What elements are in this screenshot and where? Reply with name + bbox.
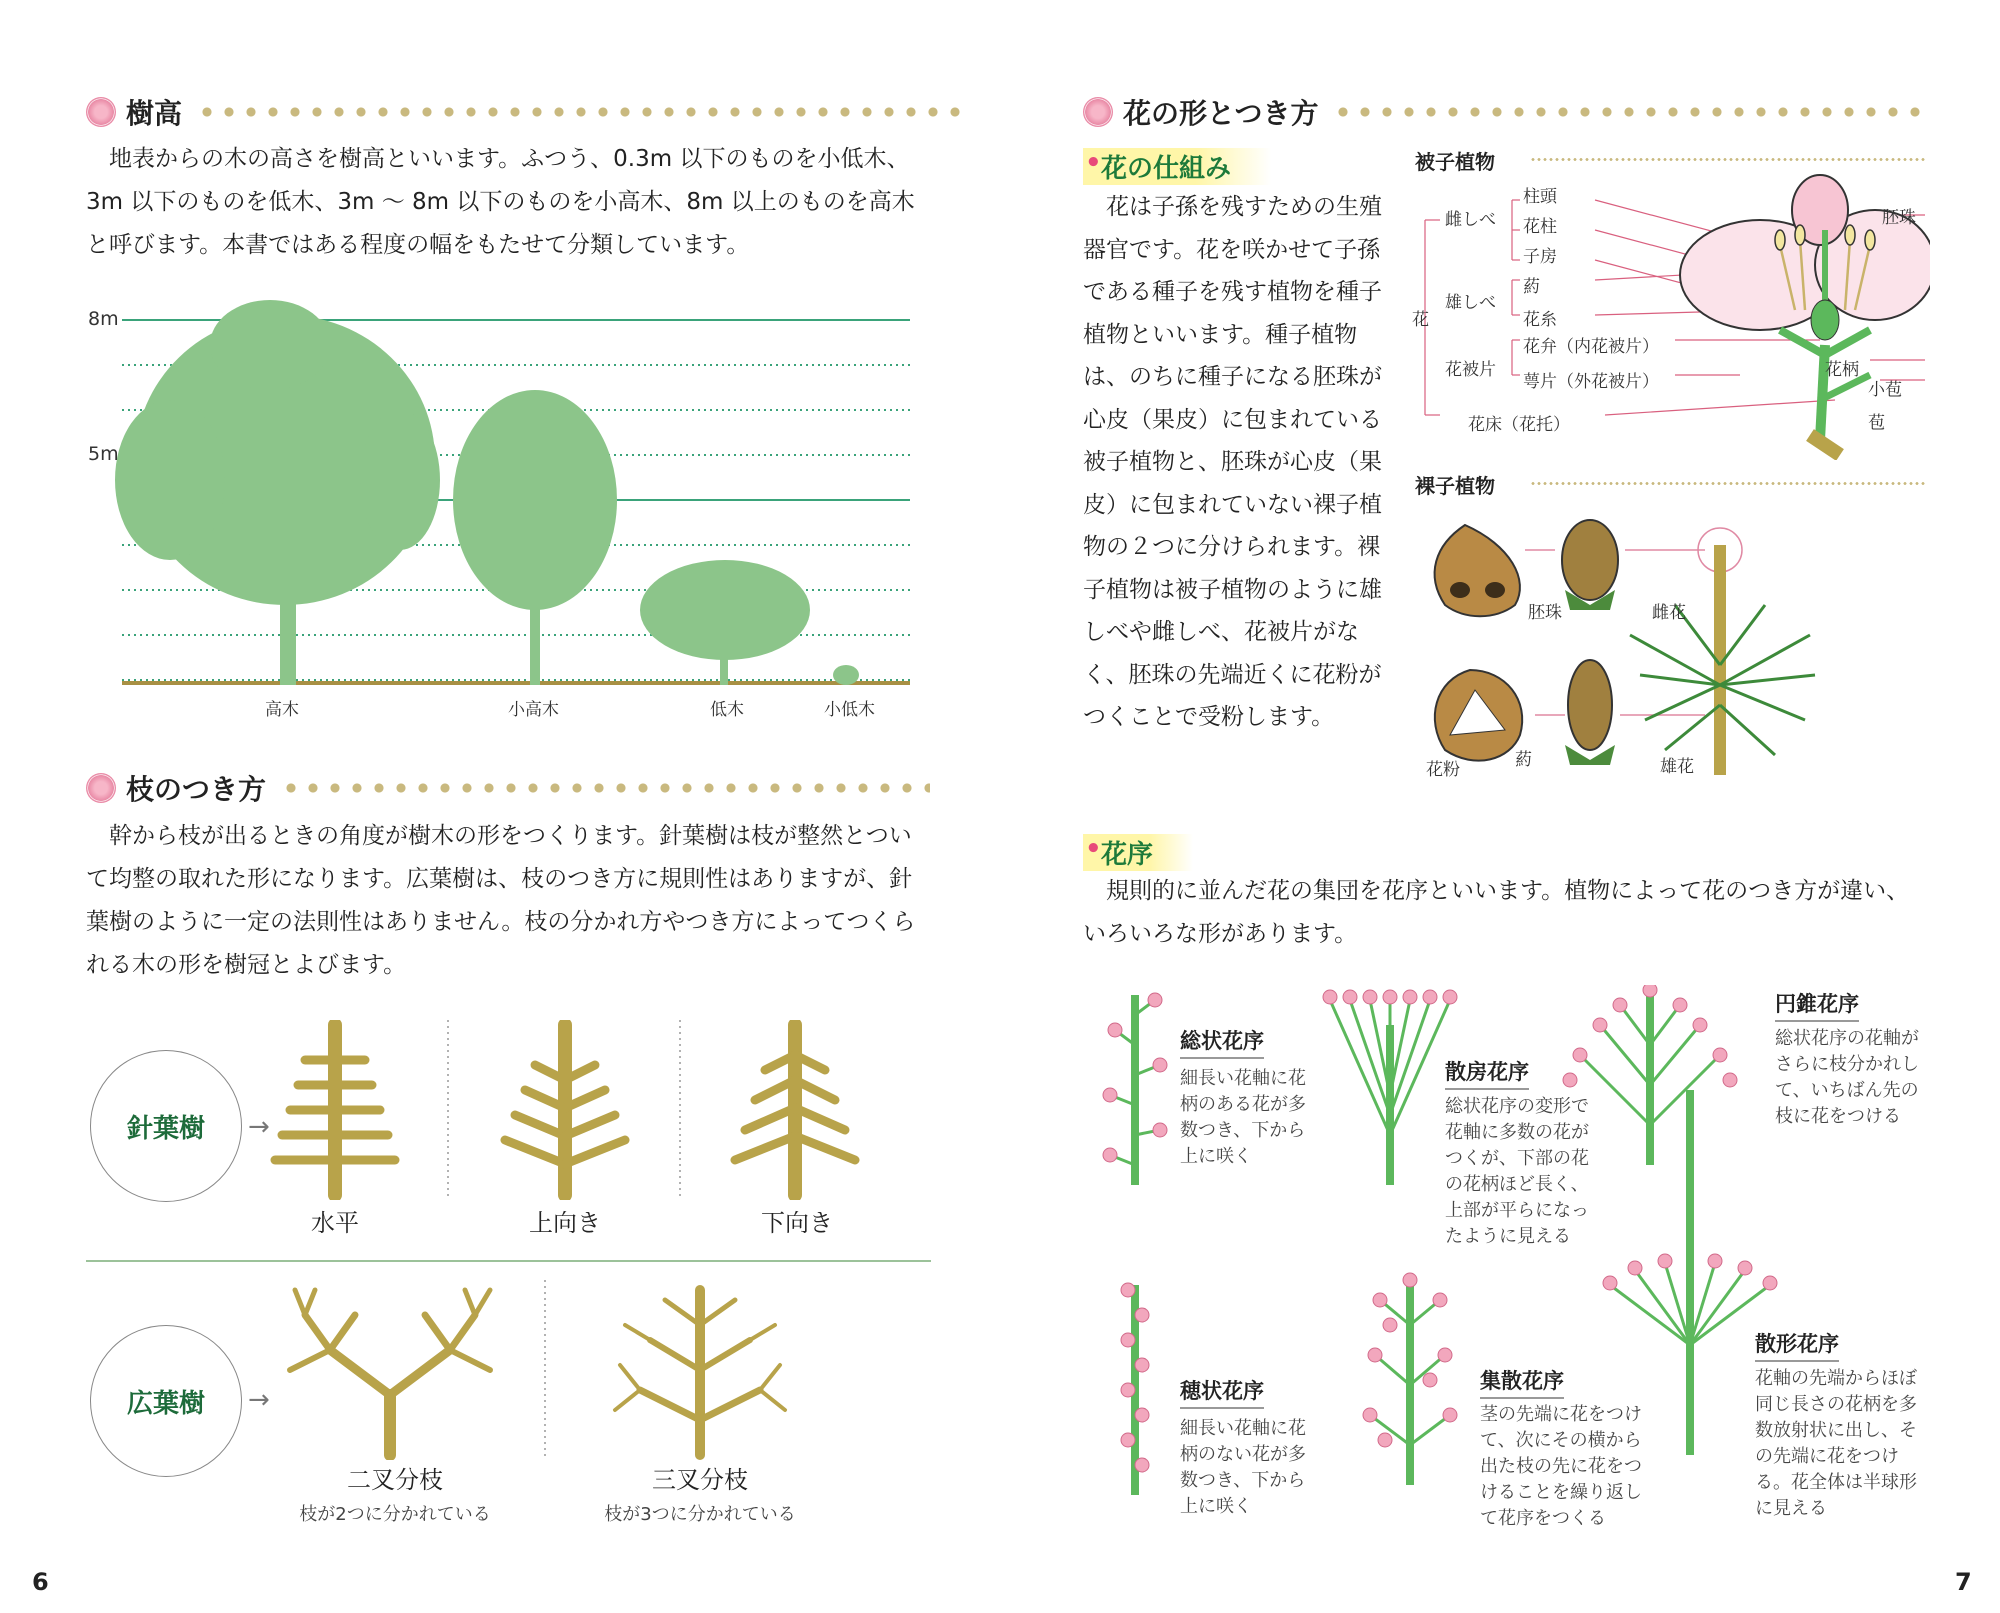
spike-desc: 細長い花軸に花柄のない花が多数つき、下から上に咲く: [1180, 1418, 1306, 1517]
section-heading-flower: [1083, 92, 1932, 132]
label-receptacle: 花床（花托）: [1468, 415, 1570, 435]
section-title: 枝のつき方: [126, 773, 267, 806]
structure-paragraph: 花は子孫を残すための生殖器官です。花を咲かせて子孫である種子を残す植物を種子植物といいます。種子植物は、のちに種子になる胚珠が心皮（果皮）に包まれている被子植物と、胚珠が心皮（果皮）に包まれていない裸子植物の２つに分けられます。裸子植物は被子植物のように雄しべや雌しべ、花被片がなく、胚珠の先端近くに花粉がつくことで受粉します。: [1083, 194, 1382, 730]
page-number-right: 7: [1955, 1568, 1972, 1596]
panicle-desc: 総状花序の花軸がさらに枝分かれして、いちばん先の枝に花をつける: [1775, 1028, 1919, 1127]
conifer-branch-diagrams: [270, 1020, 930, 1200]
male-cone-icon: [1565, 660, 1615, 765]
desc-two-fork: 枝が2つに分かれている: [299, 1504, 491, 1525]
label-bract: 苞: [1868, 413, 1885, 433]
label-tall-tree: 高木: [265, 700, 299, 720]
cyme-desc: 茎の先端に花をつけて、次にその横から出た枝の先に花をつけることを繰り返して花序をつくる: [1480, 1404, 1642, 1529]
label-pedicel: 花柄: [1825, 360, 1859, 380]
label-flower: 花: [1412, 310, 1429, 330]
cyme-title: 集散花序: [1480, 1365, 1564, 1399]
label-male-cone: 雄花: [1660, 757, 1694, 777]
section-title: 樹高: [126, 97, 183, 130]
desc-three-fork: 枝が3つに分かれている: [604, 1504, 796, 1525]
three-fork-branch-icon: [615, 1290, 785, 1455]
subheading-inflorescence: • 花序: [1083, 834, 1193, 871]
label-female-cone: 雌花: [1652, 603, 1686, 623]
panicle-title: 円錐花序: [1775, 988, 1859, 1022]
dotted-rule: [1530, 482, 1925, 485]
corymb-desc: 総状花序の変形で花軸に多数の花がつくが、下部の花の花柄ほど長く、上部が平らになったように見える: [1445, 1096, 1589, 1247]
section-heading-branch: [86, 768, 930, 808]
label-stamen: 雄しべ: [1445, 293, 1496, 313]
raceme-icon: [1103, 993, 1167, 1185]
pine-branch-icon: [1630, 545, 1815, 775]
flower-mark-icon: [86, 97, 116, 127]
label-petal: 花弁（内花被片）: [1523, 337, 1659, 357]
label-three-fork: 三叉分枝: [652, 1466, 748, 1494]
axis-label-8m: 8m: [88, 308, 119, 330]
label-ovary: 子房: [1523, 247, 1557, 267]
label-gymno-anther: 葯: [1515, 750, 1532, 770]
label-two-fork: 二叉分枝: [347, 1466, 443, 1494]
cyme-icon: [1363, 1273, 1457, 1485]
label-upward: 上向き: [529, 1209, 601, 1237]
label-pollen: 花粉: [1426, 760, 1460, 780]
gymnosperm-heading: 裸子植物: [1415, 474, 1495, 498]
shrub-icon: [640, 560, 810, 685]
label-style: 花柱: [1523, 217, 1557, 237]
axis-label-5m: 5m: [88, 443, 119, 465]
spike-icon: [1121, 1283, 1149, 1495]
label-stigma: 柱頭: [1523, 187, 1557, 207]
label-tepal: 花被片: [1445, 360, 1496, 380]
two-fork-branch-icon: [290, 1290, 490, 1455]
tall-tree-icon: [115, 300, 440, 685]
label-ovule: 胚珠: [1882, 208, 1916, 228]
label-filament: 花糸: [1523, 310, 1557, 330]
label-downward: 下向き: [761, 1209, 833, 1237]
page-number-left: 6: [32, 1568, 49, 1596]
female-cone-icon: [1562, 520, 1618, 610]
gymnosperm-diagram: [1415, 505, 1935, 780]
label-small-tall-tree: 小高木: [508, 700, 559, 720]
label-horizontal: 水平: [311, 1209, 359, 1237]
angiosperm-heading: 被子植物: [1415, 150, 1495, 174]
section-title: 花の形とつき方: [1123, 97, 1319, 130]
divider: [86, 1260, 931, 1262]
dotted-rule: [1530, 158, 1925, 161]
pollen-scale-icon: [1435, 670, 1522, 761]
corymb-icon: [1323, 990, 1457, 1185]
branch-paragraph: 幹から枝が出るときの角度が樹木の形をつくります。針葉樹は枝が整然とついて均整の取れた形になります。広葉樹は、枝のつき方に規則性はありますが、針葉樹のように一定の法則性はありません。枝の分かれ方やつき方によってつくられる木の形を樹冠とよびます。: [86, 823, 916, 978]
broadleaf-label: 広葉樹: [90, 1325, 242, 1477]
flower-mark-icon: [86, 773, 116, 803]
label-pistil: 雌しべ: [1445, 210, 1496, 230]
corymb-title: 散房花序: [1445, 1056, 1529, 1090]
conifer-label: 針葉樹: [90, 1050, 242, 1202]
small-shrub-icon: [833, 665, 859, 685]
raceme-desc: 細長い花軸に花柄のある花が多数つき、下から上に咲く: [1180, 1068, 1306, 1167]
arrow-icon: →: [248, 1385, 270, 1415]
tree-height-chart: [80, 290, 920, 730]
upward-branch-icon: [505, 1025, 625, 1195]
subheading-structure: • 花の仕組み: [1083, 148, 1271, 185]
dotted-rule: [196, 107, 966, 117]
label-shrub: 低木: [710, 700, 744, 720]
label-gymno-ovule: 胚珠: [1528, 603, 1562, 623]
arrow-icon: →: [248, 1112, 270, 1142]
horizontal-branch-icon: [275, 1025, 395, 1195]
umbel-title: 散形花序: [1755, 1328, 1839, 1362]
broadleaf-branch-diagrams: [280, 1280, 840, 1460]
raceme-title: 総状花序: [1180, 1025, 1264, 1059]
label-anther: 葯: [1523, 277, 1540, 297]
section-heading-height: [86, 92, 966, 132]
flower-mark-icon: [1083, 97, 1113, 127]
umbel-desc: 花軸の先端からほぼ同じ長さの花柄を多数放射状に出し、その先端に花をつける。花全体は半球形に見える: [1755, 1368, 1917, 1519]
label-sepal: 萼片（外花被片）: [1523, 372, 1659, 392]
downward-branch-icon: [735, 1025, 855, 1195]
dotted-rule: [1332, 107, 1932, 117]
umbel-icon: [1603, 1090, 1777, 1455]
height-paragraph: 地表からの木の高さを樹高といいます。ふつう、0.3m 以下のものを小低木、3m 以下のものを低木、3m ～ 8m 以下のものを小高木、8m 以上のものを高木と呼びます。本書ではある程度の幅をもたせて分類しています。: [86, 146, 915, 258]
small-tall-tree-icon: [453, 390, 617, 685]
dotted-rule: [280, 783, 930, 793]
label-small-shrub: 小低木: [824, 700, 875, 720]
spike-title: 穂状花序: [1180, 1375, 1264, 1409]
ovule-scale-icon: [1435, 525, 1520, 616]
inflorescence-paragraph: 規則的に並んだ花の集団を花序といいます。植物によって花のつき方が違い、いろいろな形があります。: [1083, 878, 1910, 947]
label-bracteole: 小苞: [1868, 380, 1902, 400]
